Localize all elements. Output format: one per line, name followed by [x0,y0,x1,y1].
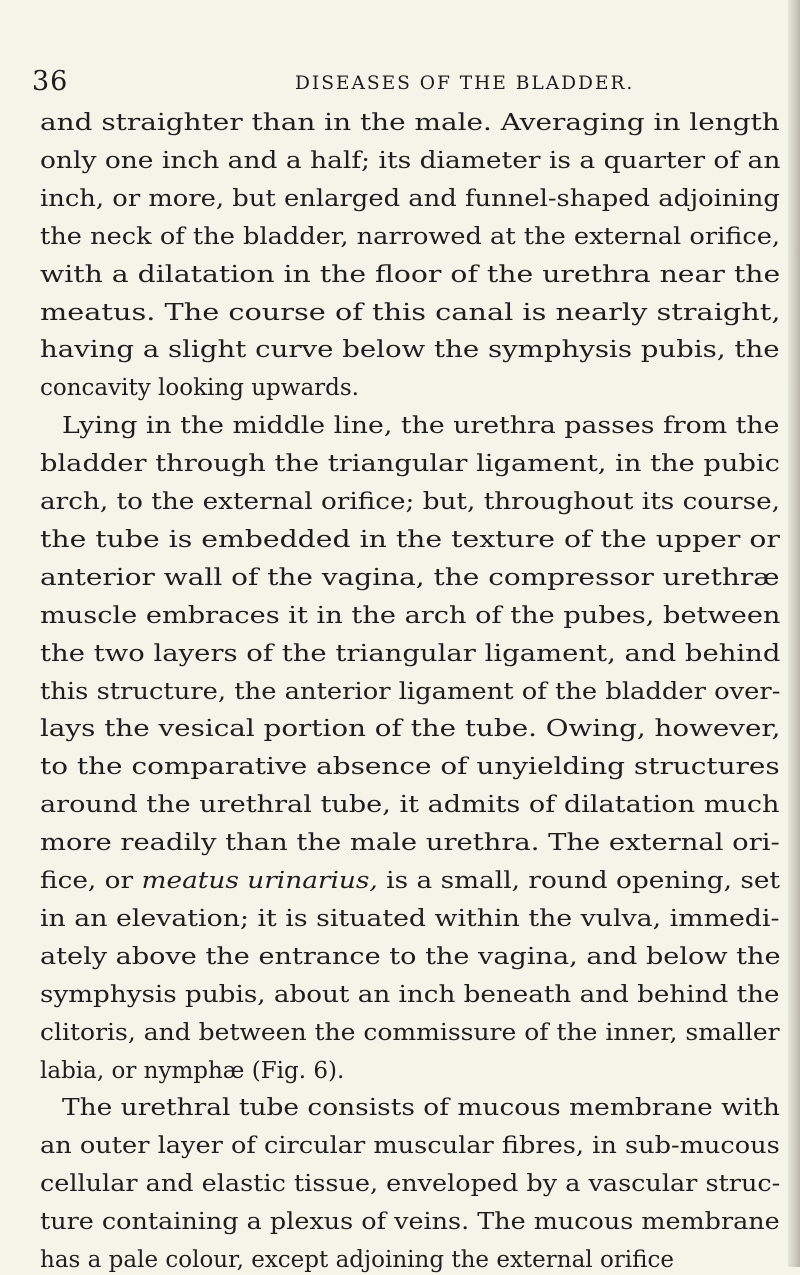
text-segment: more readily than the male urethra. The external ori- [40,830,780,857]
text-segment: in an elevation; it is situated within the vulva, immedi- [40,905,780,932]
text-segment: muscle embraces it in the arch of the pubes, between [40,602,781,629]
text-line [40,449,780,479]
text-line [40,373,359,403]
text-segment: has a pale colour, except adjoining the external orifice [40,1247,674,1273]
text-segment: anterior wall of the vagina, the compressor urethræ [40,564,780,591]
text-segment: ately above the entrance to the vagina, and below the [40,943,781,970]
text-segment: cellular and elastic tissue, enveloped by a vascular struc- [40,1171,781,1198]
text-segment: to the comparative absence of unyielding structures [40,754,780,781]
text-segment: with a dilatation in the floor of the urethra near the [40,261,781,288]
text-line [40,790,779,820]
text-segment: an outer layer of circular muscular fibres, in sub-mucous [40,1133,780,1160]
text-line [40,639,780,669]
text-line [62,1093,780,1123]
running-head: DISEASES OF THE BLADDER. [295,72,635,94]
text-line [40,525,780,555]
text-line [40,108,780,138]
text-line [40,487,780,517]
text-line [40,980,779,1010]
text-line [40,563,780,593]
text-line [40,222,780,252]
text-line [40,866,780,896]
text-line [40,1207,780,1237]
text-segment: bladder through the triangular ligament, in the pubic [40,451,780,478]
text-segment: inch, or more, but enlarged and funnel-shaped adjoining [40,185,780,212]
text-line [40,1245,674,1275]
text-segment: the neck of the bladder, narrowed at the external orifice, [40,223,781,250]
text-segment: clitoris, and between the commissure of the inner, smaller [40,1019,780,1046]
text-segment: arch, to the external orifice; but, throughout its course, [40,489,780,515]
text-segment: labia, or nymphæ (Fig. 6). [40,1057,345,1084]
text-segment: having a slight curve below the symphysis pubis, the [40,337,780,364]
text-segment: lays the vesical portion of the tube. Owing, however, [40,716,781,743]
text-line [40,828,780,858]
text-line [40,601,780,631]
text-line [40,1018,780,1048]
text-segment: meatus. The course of this canal is nearly straight, [40,299,781,326]
text-line [40,1131,780,1161]
text-segment: this structure, the anterior ligament of the bladder over- [40,678,781,705]
text-segment: the two layers of the triangular ligament, and behind [40,640,781,667]
text-line [40,904,780,934]
page-number: 36 [32,66,69,97]
text-segment: is a small, round opening, set [377,868,781,894]
text-segment: symphysis pubis, about an inch beneath and behind the [40,981,780,1008]
italic-term: meatus urinarius, [141,868,378,894]
text-line [40,677,780,707]
text-line [40,335,780,365]
text-line [40,260,780,290]
text-segment: ture containing a plexus of veins. The mucous membrane [40,1209,780,1236]
text-line [40,184,780,214]
text-line [40,1056,344,1086]
text-segment: and straighter than in the male. Averaging in length [40,110,780,136]
text-segment: fice, or [40,868,142,894]
text-segment: concavity looking upwards. [40,375,359,402]
text-line [40,714,780,744]
text-line [40,942,781,972]
text-line [40,298,781,328]
text-line [62,411,779,441]
text-segment: the tube is embedded in the texture of the upper or [40,526,780,553]
text-line [40,146,780,176]
text-line [40,1169,780,1199]
text-segment: Lying in the middle line, the urethra passes from the [62,413,780,440]
text-segment: The urethral tube consists of mucous membrane with [62,1095,780,1122]
text-segment: only one inch and a half; its diameter is a quarter of an [40,147,781,174]
text-segment: around the urethral tube, it admits of dilatation much [40,792,780,819]
text-line [40,752,780,782]
